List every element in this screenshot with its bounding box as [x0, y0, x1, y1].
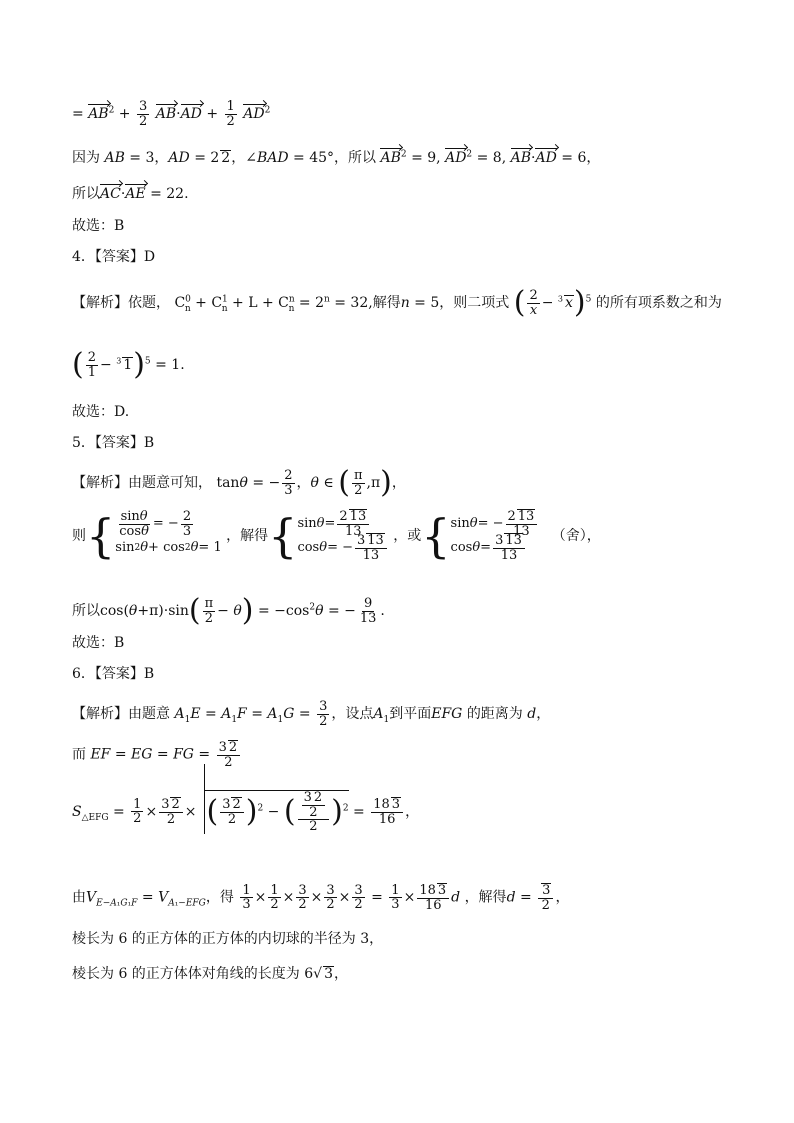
question-5-analysis: 【解析】由题意可知， tanθ = − $\frac{2}{3}$ ，θ ∈ ( $\frac{\pi}{2}$ ,π)， [72, 465, 406, 500]
question-6-volume: 由$V_{E-A_1G_1F} = V_{A_1-EFG}$，得 $\frac{1}{3}$ × $\frac{1}{2}$ × $\frac{3}{2}$ × $\frac{3}{2}$ × $\frac{3}{2}$ = $\frac{1}{3}$ × $\frac{18 3}{16}$ d ，解得d = $\frac{3}{2}$ ， [72, 882, 570, 913]
question-5-result: 所以cos(θ+π)·sin( $\frac{\pi}{2}$ − $\theta) = -\cos^2\theta$ = − $\frac{9}{13}$ . [72, 593, 385, 628]
answer-choice-line: 故选：B [72, 218, 125, 234]
question-4-answer: 4．【答案】D [72, 249, 156, 265]
question-6-edges: 而 EF = EG = FG = $\frac{3 2}{2}$ [72, 740, 242, 769]
question-6-analysis: 【解析】由题意 $A_1E = A_1F = A_1G$ = $\frac{3}{2}$ ，设点$A_1$到平面EFG 的距离为 d， [72, 699, 551, 729]
answer-choice-line: 故选：D. [72, 404, 130, 420]
text-line-2: 因为 AB = 3，AD = 2 2，∠BAD = 45°，所以 $AB^2 = 9$, $AD^2 = 8$, AB·AD = 6， [72, 149, 601, 166]
inscribed-sphere-line: 棱长为 6 的正方体的正方体的内切球的半径为 3， [72, 931, 384, 947]
formula-line-1: = $AB^2$ + $\frac{3}{2}$ AB·AD + $\frac{1}{2}$ $AD^2$ [72, 99, 271, 129]
question-5-system: 则{ $\frac{\sin\theta}{\cos\theta}$ = − $\frac{2}{3}$ sin 2 θ + cos 2 θ = 1 ，解得{ sin θ = $\frac{2 13}{13}$ cos θ = − $\frac{3 13}{13}$ ，或{ sin θ = − $\frac{2 13}{13}$ cos θ = $\frac{3 13}{13}$ （舍）， [72, 508, 601, 563]
question-4-sum: ( $\frac{2}{1}$ − $^3$ 1)$^5$ = 1. [72, 347, 185, 382]
question-5-answer: 5．【答案】B [72, 435, 155, 451]
question-6-area: $S_{\triangle EFG}$ = $\frac{1}{2}$ × $\frac{3 2}{2}$ × ( $\frac{3 2}{2}$ )$^2$ − ( $\frac{\frac{3 2}{2}}{2}$ )$^2$ = $\frac{18 3}{16}$ ， [72, 790, 419, 834]
vector-ab: AB [88, 106, 109, 123]
radical-sign: ( $\frac{3 2}{2}$ )$^2$ − ( $\frac{\frac{3 2}{2}}{2}$ )$^2$ [196, 790, 348, 834]
diagonal-line: 棱长为 6 的正方体体对角线的长度为 6√ 3， [72, 966, 349, 982]
question-6-answer: 6．【答案】B [72, 666, 155, 682]
answer-choice-line: 故选：B [72, 635, 125, 651]
fraction-3-2: $\frac{3}{2}$ [138, 99, 148, 129]
question-4-analysis: 【解析】依题， $C^0_n + C^1_n + L + C^n_n = 2^n = 32$,解得n = 5，则二项式 ( $\frac{2}{x}$ − $^3$ x)$^5$ 的所有项系数之和为 [72, 285, 722, 320]
text-line-3: 所以AC·AE = 22. [72, 186, 189, 202]
